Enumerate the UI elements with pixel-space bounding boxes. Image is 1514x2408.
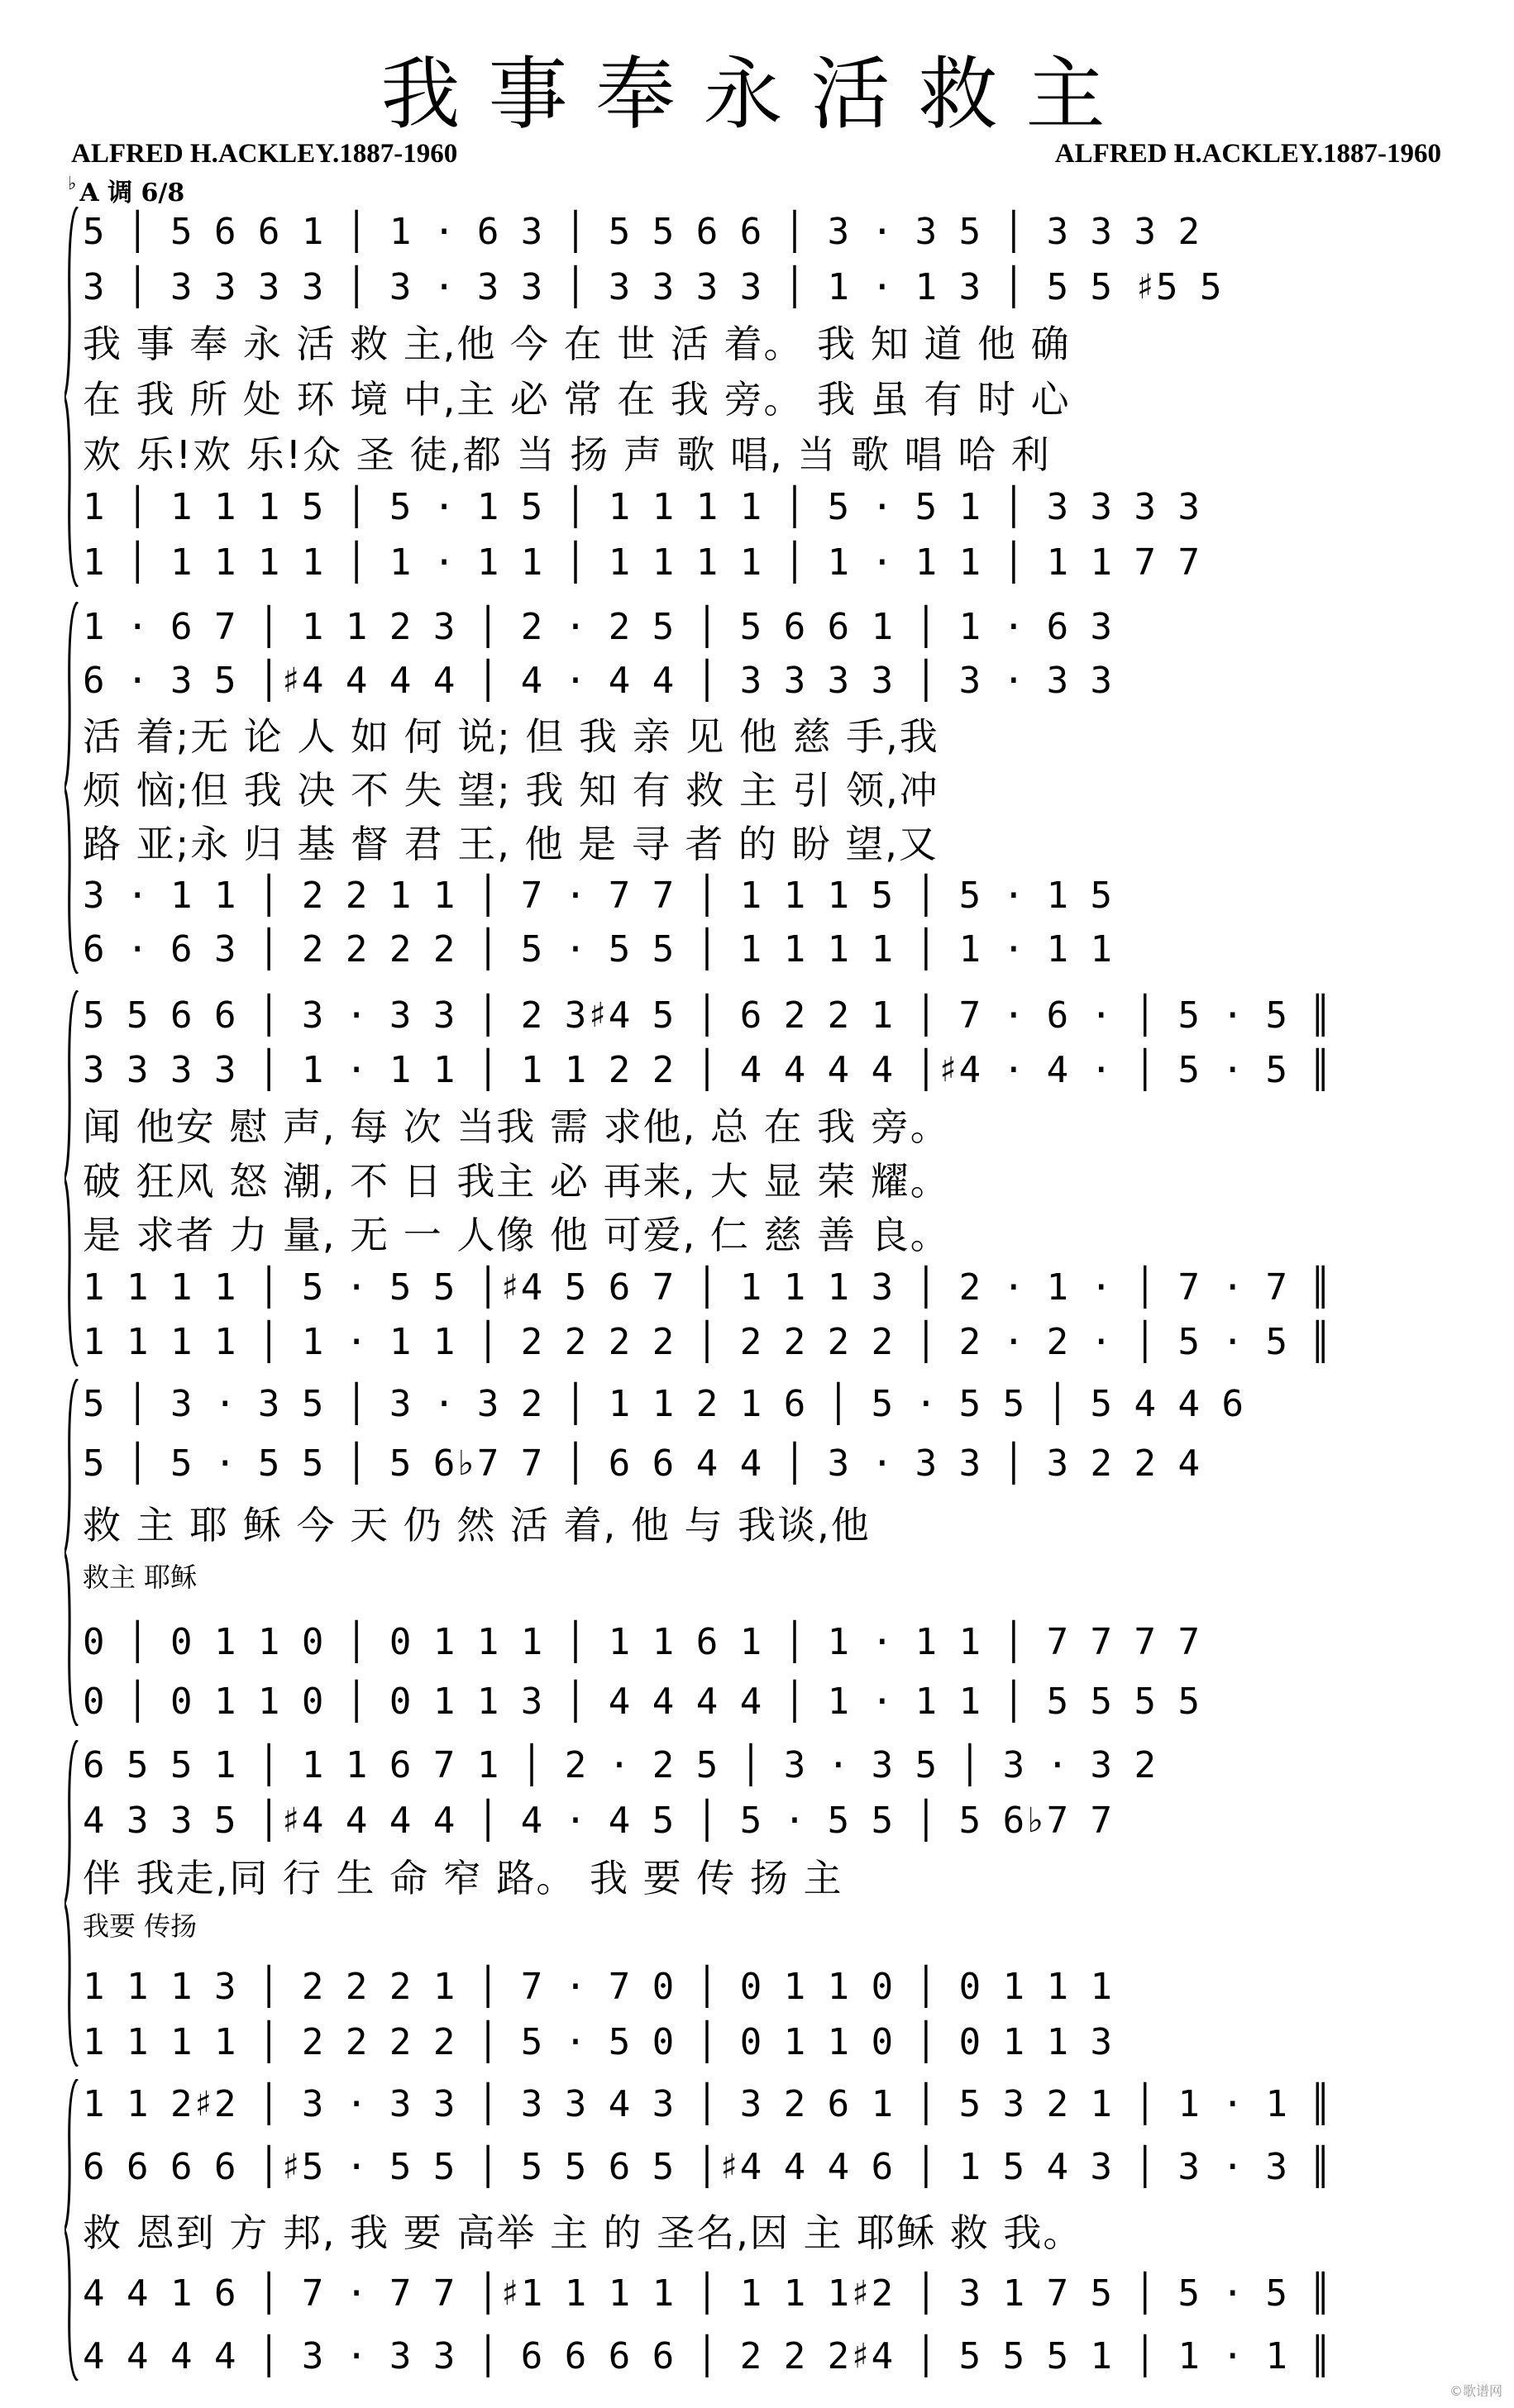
system-brace bbox=[64, 1379, 79, 1726]
music-system bbox=[64, 207, 1462, 587]
watermark: ©歌谱网 bbox=[1449, 2383, 1502, 2399]
music-system bbox=[64, 602, 1462, 974]
system-brace bbox=[64, 2079, 79, 2381]
lyric-line: 活 着;无 论 人 如 何 说; 但 我 亲 见 他 慈 手,我 bbox=[83, 714, 939, 759]
notation-line: 5 │ 5 · 5 5 │ 5 6♭7 7 │ 6 6 4 4 │ 3 · 3 3 │ 3 2 2 4 bbox=[83, 1442, 1201, 1485]
lyric-line: 伴 我走,同 行 生 命 窄 路。 我 要 传 扬 主 bbox=[83, 1856, 843, 1900]
notation-line: 1 · 6 7 │ 1 1 2 3 │ 2 · 2 5 │ 5 6 6 1 │ 1 · 6 3 bbox=[83, 605, 1113, 648]
lyric-line: 烦 恼;但 我 决 不 失 望; 我 知 有 救 主 引 领,冲 bbox=[83, 768, 939, 813]
notation-line: 0 │ 0 1 1 0 │ 0 1 1 3 │ 4 4 4 4 │ 1 · 1 1 │ 5 5 5 5 bbox=[83, 1680, 1201, 1723]
notation-line: 6 6 6 6 │♯5 · 5 5 │ 5 5 6 5 │♯4 4 4 6 │ 1 5 4 3 │ 3 · 3 ║ bbox=[83, 2145, 1331, 2188]
lyric-line: 破 狂风 怒 潮, 不 日 我主 必 再来, 大 显 荣 耀。 bbox=[83, 1159, 950, 1204]
notation-line: 6 5 5 1 │ 1 1 6 7 1 │ 2 · 2 5 │ 3 · 3 5 │ 3 · 3 2 bbox=[83, 1743, 1157, 1786]
music-system bbox=[64, 990, 1462, 1366]
notation-line: 0 │ 0 1 1 0 │ 0 1 1 1 │ 1 1 6 1 │ 1 · 1 1 │ 7 7 7 7 bbox=[83, 1620, 1201, 1663]
notation-line: 5 │ 3 · 3 5 │ 3 · 3 2 │ 1 1 2 1 6 │ 5 · 5 5 │ 5 4 4 6 bbox=[83, 1382, 1244, 1425]
notation-line: 4 4 4 4 │ 3 · 3 3 │ 6 6 6 6 │ 2 2 2♯4 │ 5 5 5 1 │ 1 · 1 ║ bbox=[83, 2334, 1331, 2377]
lyric-line: 欢 乐!欢 乐!众 圣 徒,都 当 扬 声 歌 唱, 当 歌 唱 哈 利 bbox=[83, 432, 1051, 477]
notation-line: 3 · 1 1 │ 2 2 1 1 │ 7 · 7 7 │ 1 1 1 5 │ 5 · 1 5 bbox=[83, 874, 1113, 917]
cue-lyric-line: 救主 耶稣 bbox=[83, 1562, 198, 1593]
lyric-line: 闻 他安 慰 声, 每 次 当我 需 求他, 总 在 我 旁。 bbox=[83, 1104, 950, 1149]
music-system bbox=[64, 1379, 1462, 1726]
notation-line: 4 4 1 6 │ 7 · 7 7 │♯1 1 1 1 │ 1 1 1♯2 │ 3 1 7 5 │ 5 · 5 ║ bbox=[83, 2272, 1331, 2315]
notation-line: 6 · 6 3 │ 2 2 2 2 │ 5 · 5 5 │ 1 1 1 1 │ 1 · 1 1 bbox=[83, 927, 1113, 970]
lyric-line: 在 我 所 处 环 境 中,主 必 常 在 我 旁。 我 虽 有 时 心 bbox=[83, 377, 1071, 422]
notation-line: 5 5 6 6 │ 3 · 3 3 │ 2 3♯4 5 │ 6 2 2 1 │ 7 · 6 · │ 5 · 5 ║ bbox=[83, 994, 1331, 1037]
composer-credit-right: ALFRED H.ACKLEY.1887-1960 bbox=[1054, 139, 1441, 169]
flat-sign: ♭ bbox=[68, 173, 77, 194]
notation-line: 1 1 1 1 │ 5 · 5 5 │♯4 5 6 7 │ 1 1 1 3 │ 2 · 1 · │ 7 · 7 ║ bbox=[83, 1266, 1331, 1309]
notation-line: 3 3 3 3 │ 1 · 1 1 │ 1 1 2 2 │ 4 4 4 4 │♯4 · 4 · │ 5 · 5 ║ bbox=[83, 1048, 1331, 1091]
notation-line: 1 1 1 1 │ 1 · 1 1 │ 2 2 2 2 │ 2 2 2 2 │ 2 · 2 · │ 5 · 5 ║ bbox=[83, 1320, 1331, 1363]
lyric-line: 是 求者 力 量, 无 一 人像 他 可爱, 仁 慈 善 良。 bbox=[83, 1213, 950, 1257]
notation-line: 1 │ 1 1 1 5 │ 5 · 1 5 │ 1 1 1 1 │ 5 · 5 1 │ 3 3 3 3 bbox=[83, 485, 1201, 528]
system-brace bbox=[64, 602, 79, 974]
notation-line: 1 1 1 3 │ 2 2 2 1 │ 7 · 7 0 │ 0 1 1 0 │ 0 1 1 1 bbox=[83, 1965, 1113, 2008]
cue-lyric-line: 我要 传扬 bbox=[83, 1910, 198, 1942]
music-system bbox=[64, 1740, 1462, 2067]
notation-line: 5 │ 5 6 6 1 │ 1 · 6 3 │ 5 5 6 6 │ 3 · 3 5 │ 3 3 3 2 bbox=[83, 210, 1201, 253]
lyric-line: 路 亚;永 归 基 督 君 王, 他 是 寻 者 的 盼 望,又 bbox=[83, 822, 938, 866]
lyric-line: 救 主 耶 稣 今 天 仍 然 活 着, 他 与 我谈,他 bbox=[83, 1503, 871, 1547]
music-system bbox=[64, 2079, 1462, 2381]
system-brace bbox=[64, 207, 79, 587]
notation-line: 3 │ 3 3 3 3 │ 3 · 3 3 │ 3 3 3 3 │ 1 · 1 3 │ 5 5 ♯5 5 bbox=[83, 265, 1222, 308]
notation-line: 1 1 1 1 │ 2 2 2 2 │ 5 · 5 0 │ 0 1 1 0 │ 0 1 1 3 bbox=[83, 2020, 1113, 2063]
song-title: 我事奉永活救主 bbox=[380, 48, 1134, 141]
system-brace bbox=[64, 1740, 79, 2067]
key-text: A 调 6/8 bbox=[79, 179, 185, 207]
composer-credit-left: ALFRED H.ACKLEY.1887-1960 bbox=[71, 139, 458, 169]
lyric-line: 救 恩到 方 邦, 我 要 高举 主 的 圣名,因 主 耶稣 救 我。 bbox=[83, 2210, 1083, 2255]
notation-line: 4 3 3 5 │♯4 4 4 4 │ 4 · 4 5 │ 5 · 5 5 │ 5 6♭7 7 bbox=[83, 1799, 1113, 1842]
system-brace bbox=[64, 990, 79, 1366]
notation-line: 6 · 3 5 │♯4 4 4 4 │ 4 · 4 4 │ 3 3 3 3 │ 3 · 3 3 bbox=[83, 659, 1113, 702]
notation-line: 1 1 2♯2 │ 3 · 3 3 │ 3 3 4 3 │ 3 2 6 1 │ 5 3 2 1 │ 1 · 1 ║ bbox=[83, 2082, 1331, 2125]
lyric-line: 我 事 奉 永 活 救 主,他 今 在 世 活 着。 我 知 道 他 确 bbox=[83, 322, 1071, 366]
key-signature bbox=[68, 172, 184, 208]
notation-line: 1 │ 1 1 1 1 │ 1 · 1 1 │ 1 1 1 1 │ 1 · 1 1 │ 1 1 7 7 bbox=[83, 541, 1201, 584]
